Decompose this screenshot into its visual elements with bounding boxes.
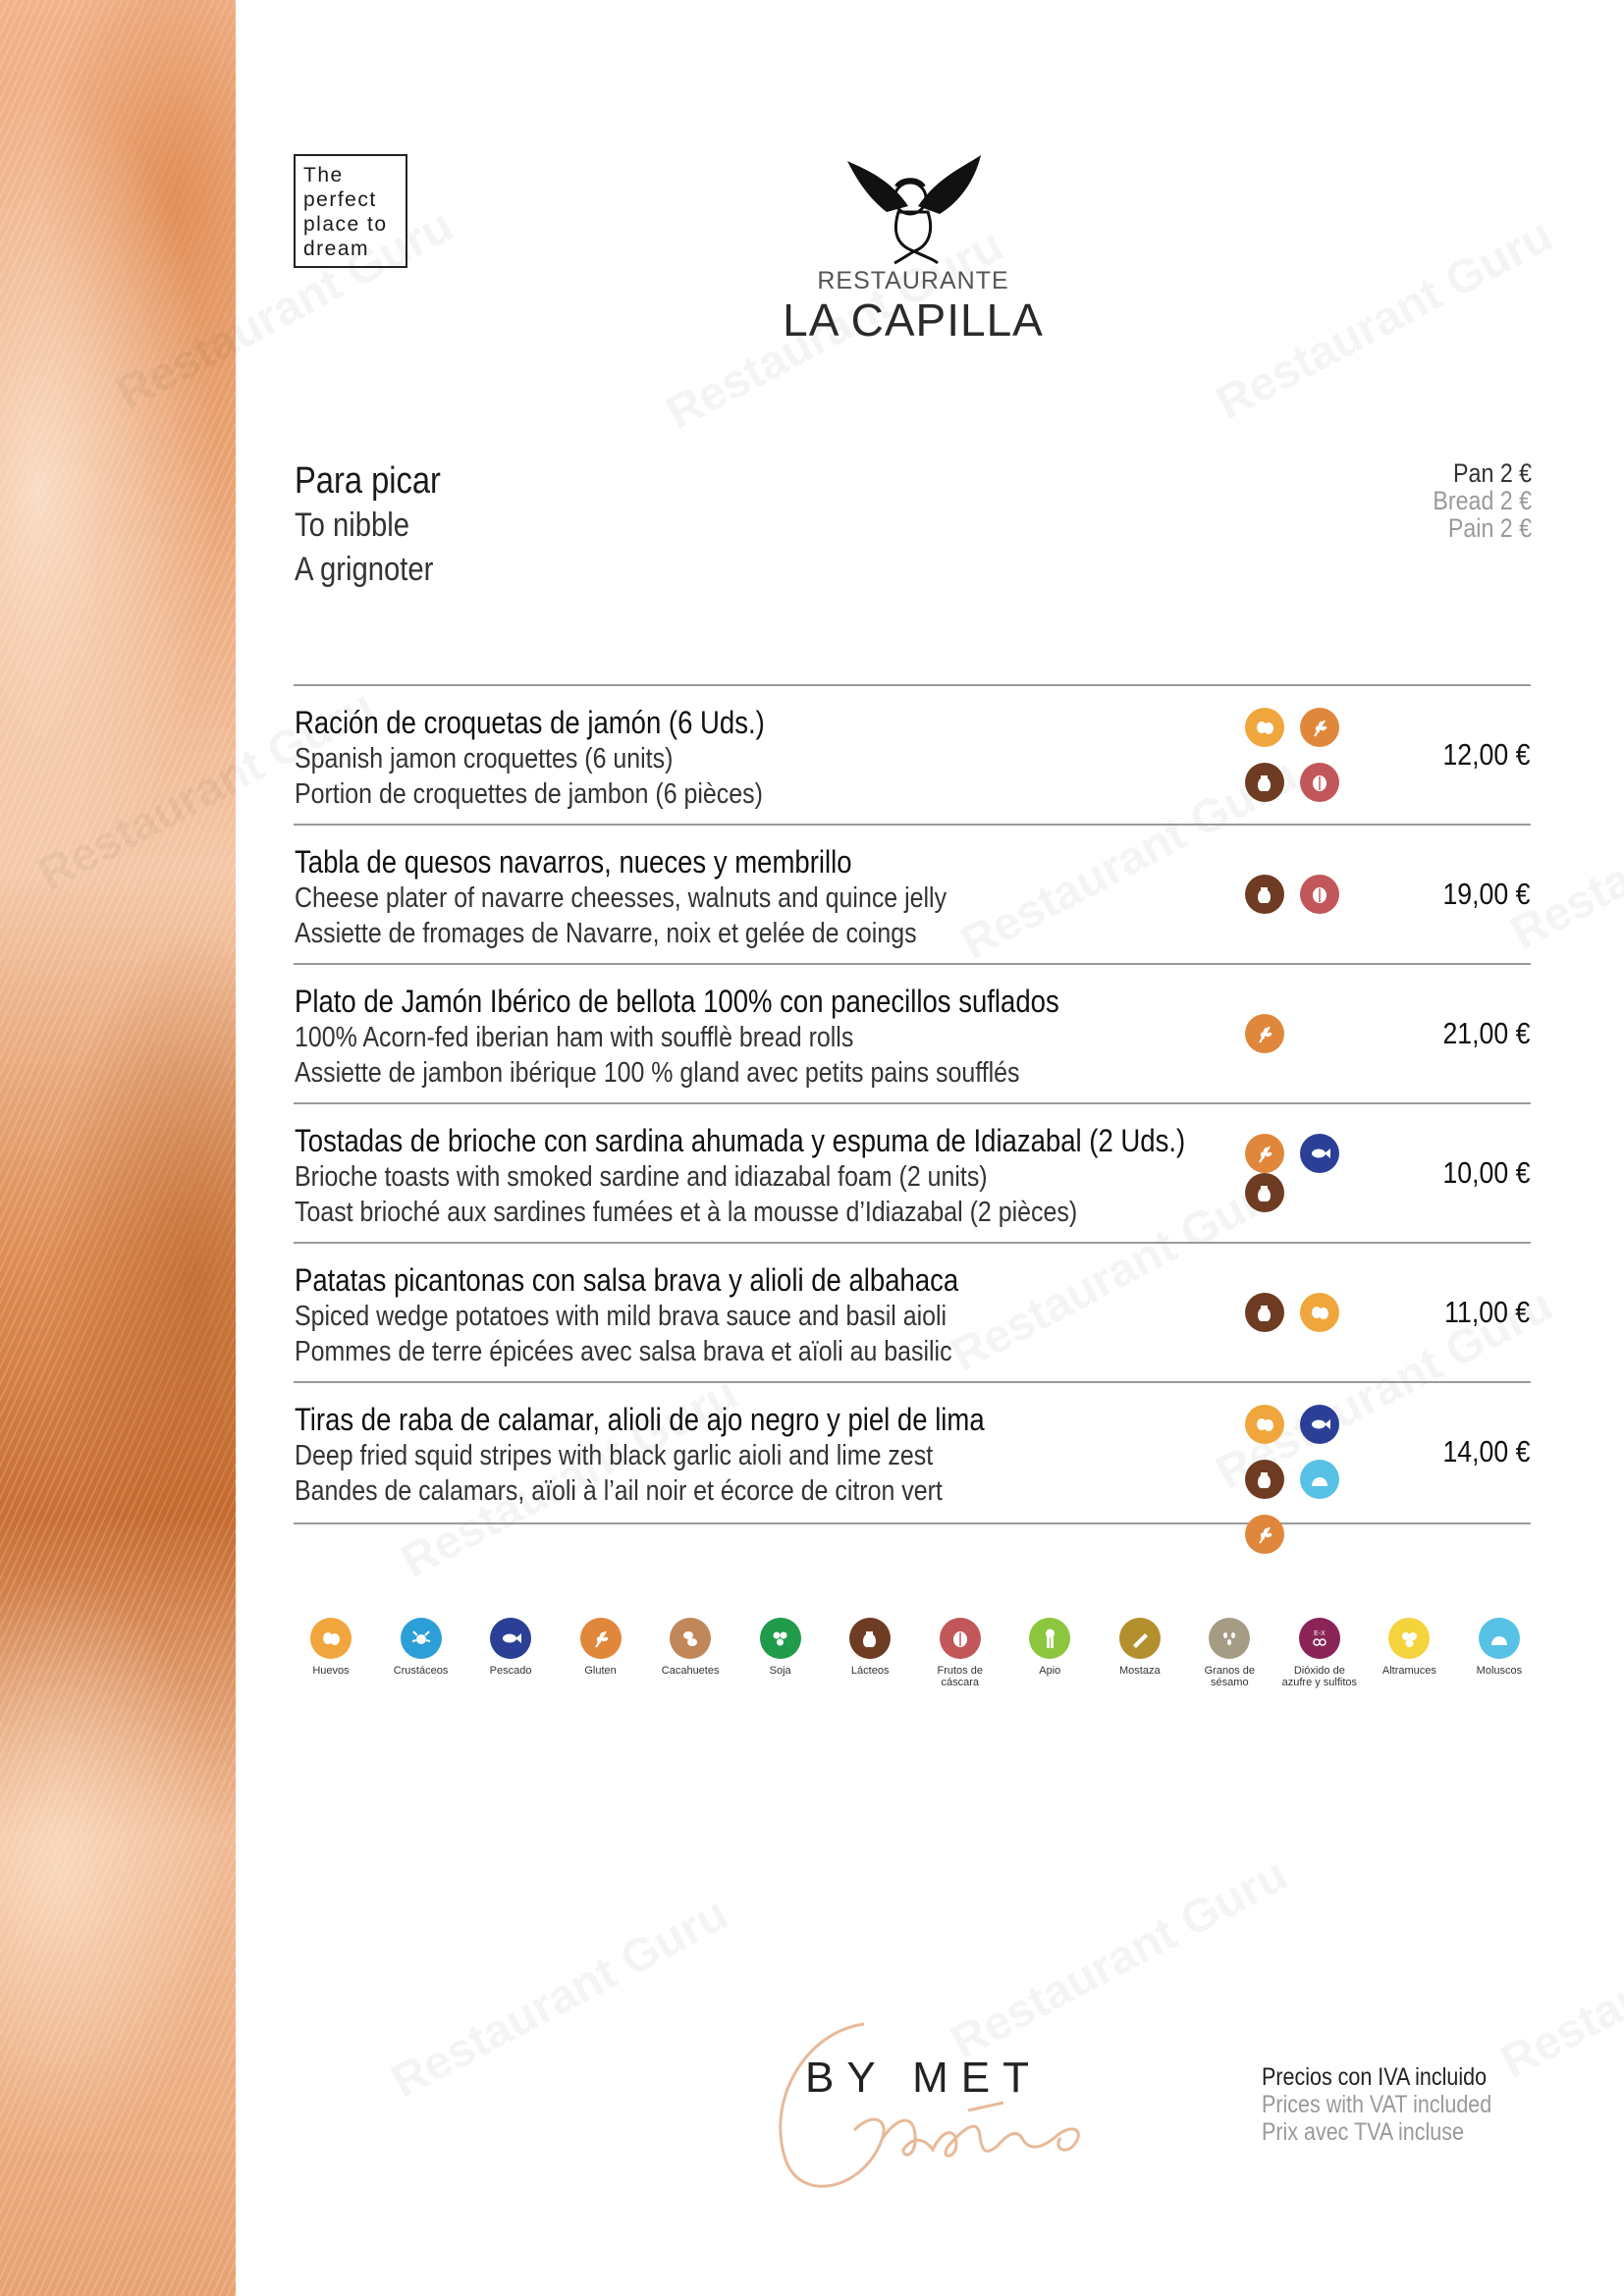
menu-item-name: Tostadas de brioche con sardina ahumada y espuma de Idiazabal (2 Uds.) <box>295 1123 1186 1158</box>
menu-item-desc-en: Spiced wedge potatoes with mild brava sauce and basil aioli <box>295 1301 947 1332</box>
menu-item-desc-en: Spanish jamon croquettes (6 units) <box>295 743 674 774</box>
legend-item <box>1370 1618 1448 1688</box>
bread-price-en: Bread 2 € <box>1433 486 1532 515</box>
menu-item-price: 11,00 € <box>1444 1295 1530 1329</box>
menu-item-name: Tiras de raba de calamar, alioli de ajo negro y piel de lima <box>295 1402 985 1437</box>
mollusc-icon <box>1479 1618 1520 1659</box>
egg-icon <box>310 1618 352 1659</box>
menu-item-allergens <box>1245 1244 1392 1381</box>
watermark-text <box>1492 1867 1624 2089</box>
legend-item <box>1280 1618 1359 1688</box>
menu-item <box>294 684 1531 824</box>
menu-item <box>294 1102 1531 1242</box>
restaurant-logo <box>766 147 1060 347</box>
gastro-script-icon <box>746 2012 1119 2209</box>
menu-item-text <box>295 1261 1066 1369</box>
menu-item-allergens <box>1245 1405 1392 1570</box>
soy-icon <box>760 1618 801 1659</box>
legend-item <box>1101 1618 1179 1688</box>
sulphite-icon <box>1299 1618 1340 1659</box>
legend-item <box>292 1618 370 1688</box>
dairy-icon <box>1245 1293 1284 1332</box>
section-title-en: To nibble <box>295 507 410 544</box>
menu-item <box>294 1381 1531 1524</box>
tagline-line: perfect <box>303 188 377 211</box>
menu-item-allergens <box>1245 965 1392 1102</box>
legend-item <box>1460 1618 1539 1688</box>
menu-item-desc-fr: Bandes de calamars, aïoli à l’ail noir et écorce de citron vert <box>295 1475 943 1507</box>
legend-label: Huevos <box>312 1665 350 1677</box>
menu-item-desc-fr: Assiette de jambon ibérique 100 % gland avec petits pains soufflés <box>295 1057 1020 1089</box>
watermark-text <box>1208 208 1561 430</box>
section-title-fr: A grignoter <box>295 551 434 588</box>
legend-label: Altramuces <box>1381 1665 1436 1677</box>
menu-item-desc-fr: Portion de croquettes de jambon (6 pièces) <box>295 778 763 810</box>
menu-item-price: 12,00 € <box>1442 737 1530 772</box>
legend-label: Cacahuetes <box>661 1665 720 1677</box>
peanut-icon <box>670 1618 711 1659</box>
bread-price <box>1417 459 1532 542</box>
legend-item <box>651 1618 730 1688</box>
menu-item <box>294 824 1531 963</box>
section-title <box>295 459 464 592</box>
menu-item-allergens <box>1245 826 1392 963</box>
bread-price-es: Pan 2 € <box>1452 458 1532 488</box>
nuts-icon <box>940 1618 981 1659</box>
legend-item <box>1010 1618 1089 1688</box>
menu-item <box>294 963 1531 1102</box>
celery-icon <box>1029 1618 1070 1659</box>
menu-item-desc-en: Deep fried squid stripes with black garlic aioli and lime zest <box>295 1440 934 1471</box>
legend-label: Pescado <box>489 1665 532 1677</box>
legend-label: Apio <box>1039 1665 1061 1677</box>
gluten-icon <box>1245 1134 1284 1173</box>
fish-icon <box>1300 1405 1339 1444</box>
legend-label: Moluscos <box>1476 1665 1523 1677</box>
fish-icon <box>1300 1134 1339 1173</box>
lupin-icon <box>1388 1618 1430 1659</box>
menu-item-name: Patatas picantonas con salsa brava y alioli de albahaca <box>295 1262 959 1298</box>
tagline-line: The <box>303 164 344 187</box>
bread-price-fr: Pain 2 € <box>1447 513 1532 543</box>
prices-note-en: Prices with VAT included <box>1261 2091 1491 2118</box>
nuts-icon <box>1300 763 1339 802</box>
menu-item-price: 21,00 € <box>1442 1016 1530 1050</box>
dairy-icon <box>1245 1173 1284 1212</box>
tagline-line: dream <box>303 238 370 260</box>
by-met-gastro-logo <box>746 2012 1119 2209</box>
menu-item-name: Ración de croquetas de jamón (6 Uds.) <box>295 705 765 740</box>
allergen-legend <box>292 1618 1539 1688</box>
menu-item-desc-en: Brioche toasts with smoked sardine and idiazabal foam (2 units) <box>295 1161 988 1193</box>
menu-item-price: 14,00 € <box>1442 1434 1530 1468</box>
menu-item-name: Plato de Jamón Ibérico de bellota 100% con panecillos suflados <box>295 984 1059 1019</box>
gluten-icon <box>580 1618 622 1659</box>
legend-label: Frutos de cáscara <box>937 1665 983 1688</box>
crustacean-icon <box>401 1618 442 1659</box>
legend-item <box>741 1618 820 1688</box>
menu-item <box>294 1242 1531 1381</box>
legend-item <box>921 1618 1000 1688</box>
legend-label: Gluten <box>584 1665 617 1677</box>
legend-item <box>562 1618 640 1688</box>
prices-note-fr: Prix avec TVA incluse <box>1261 2118 1464 2146</box>
legend-item <box>1190 1618 1269 1688</box>
menu-item-price: 10,00 € <box>1442 1155 1530 1190</box>
svg-text:E-X: E-X <box>1314 1630 1326 1637</box>
menu-item-allergens <box>1245 708 1392 818</box>
cherub-icon <box>839 147 987 265</box>
tagline-line: place to <box>303 213 388 236</box>
menu-item-name: Tabla de quesos navarros, nueces y membrillo <box>295 844 852 880</box>
egg-icon <box>1300 1293 1339 1332</box>
menu-item-desc-en: Cheese plater of navarre cheesses, walnuts and quince jelly <box>295 882 947 914</box>
tagline-box <box>294 154 407 268</box>
prices-note-es: Precios con IVA incluido <box>1261 2063 1487 2091</box>
egg-icon <box>1245 1405 1284 1444</box>
menu-item-text <box>295 983 1183 1091</box>
watermark-text <box>383 1887 736 2109</box>
egg-icon <box>1245 708 1284 747</box>
legend-item <box>382 1618 460 1688</box>
fish-icon <box>490 1618 531 1659</box>
prices-note <box>1262 2063 1529 2146</box>
gluten-icon <box>1300 708 1339 747</box>
legend-item <box>831 1618 909 1688</box>
mollusc-icon <box>1300 1460 1339 1499</box>
menu-item-desc-fr: Toast brioché aux sardines fumées et à la mousse d’Idiazabal (2 pièces) <box>295 1197 1078 1228</box>
legend-item <box>471 1618 550 1688</box>
menu-item-text <box>295 704 841 812</box>
dairy-icon <box>849 1618 891 1659</box>
legend-label: Mostaza <box>1118 1665 1161 1677</box>
dairy-icon <box>1245 1460 1284 1499</box>
menu-item-text <box>295 1122 1330 1230</box>
menu-item-desc-fr: Assiette de fromages de Navarre, noix et gelée de coings <box>295 918 917 949</box>
legend-label: Dióxido de azufre y sulfitos <box>1281 1665 1358 1688</box>
by-met-text: BY MET <box>805 2054 1043 2102</box>
gluten-icon <box>1245 1014 1284 1053</box>
mustard-icon <box>1119 1618 1161 1659</box>
logo-subtitle: RESTAURANTE <box>817 267 1009 294</box>
sesame-icon <box>1209 1618 1250 1659</box>
nuts-icon <box>1300 875 1339 914</box>
legend-label: Granos de sésamo <box>1204 1665 1255 1688</box>
menu-item-desc-fr: Pommes de terre épicées avec salsa brava et aïoli au basilic <box>295 1336 952 1367</box>
menu-item-desc-en: 100% Acorn-fed iberian ham with soufflè bread rolls <box>295 1022 854 1053</box>
legend-label: Lácteos <box>850 1665 890 1677</box>
menu-item-price: 19,00 € <box>1442 877 1530 911</box>
dairy-icon <box>1245 875 1284 914</box>
legend-label: Soja <box>769 1665 791 1677</box>
dairy-icon <box>1245 763 1284 802</box>
legend-label: Crustáceos <box>393 1665 449 1677</box>
menu-item-text <box>295 1401 1097 1509</box>
gluten-icon <box>1245 1515 1284 1554</box>
menu-item-text <box>295 843 1053 951</box>
menu-item-allergens <box>1245 1104 1392 1242</box>
logo-title: LA CAPILLA <box>783 294 1044 346</box>
section-title-es: Para picar <box>295 460 441 502</box>
menu-list <box>294 684 1531 1524</box>
